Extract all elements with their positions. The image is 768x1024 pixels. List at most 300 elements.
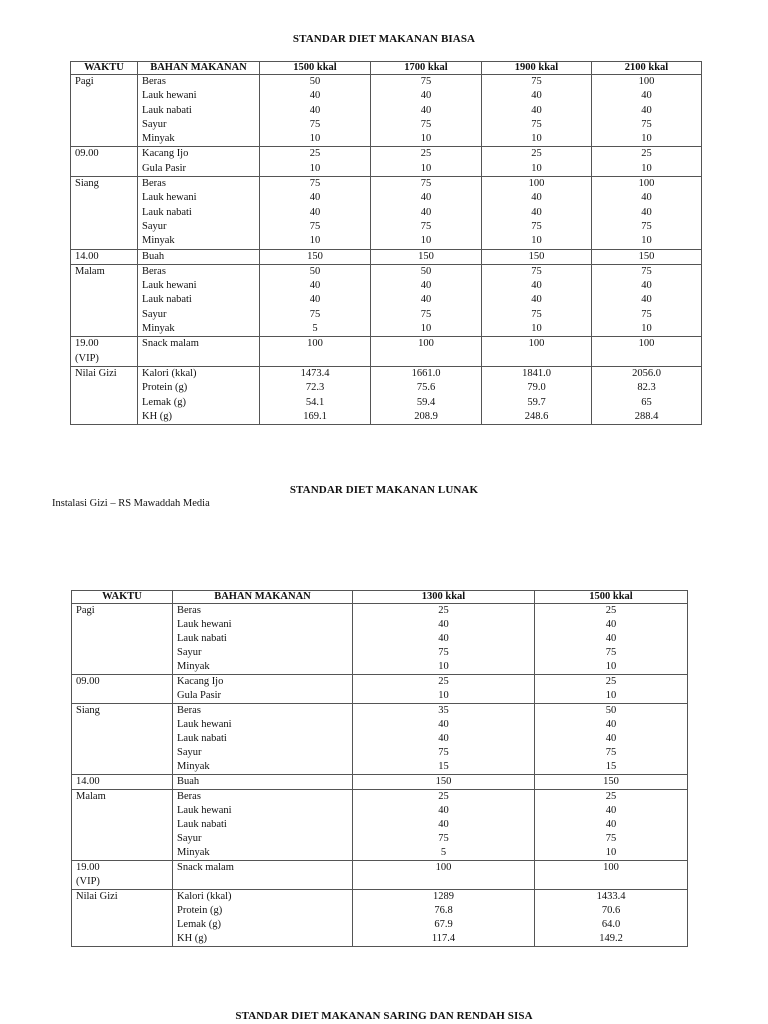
bahan-cell: [138, 75, 260, 147]
waktu-cell: [71, 264, 138, 336]
cell-line: [486, 352, 587, 366]
cell-line: 100: [528, 338, 545, 350]
table-row: [72, 604, 688, 675]
table2-title: STANDAR DIET MAKANAN LUNAK: [289, 484, 479, 496]
value-cell: [592, 337, 702, 367]
cell-line: 40: [641, 90, 652, 102]
waktu-cell: [71, 177, 138, 249]
cell-line: Kacang Ijo: [177, 676, 224, 687]
value-cell: [482, 147, 592, 177]
bahan-cell: [138, 177, 260, 249]
waktu-cell: [71, 249, 138, 264]
cell-line: 40: [641, 294, 652, 306]
table-row: [72, 890, 688, 947]
cell-line: [264, 352, 366, 366]
cell-line: 150: [528, 250, 545, 262]
cell-line: 75: [438, 647, 449, 658]
cell-line: (VIP): [75, 352, 99, 364]
value-cell: [260, 337, 371, 367]
table-row: [71, 75, 702, 147]
cell-line: Beras: [177, 791, 201, 802]
value-cell: [592, 177, 702, 249]
cell-line: 25: [641, 148, 652, 160]
cell-line: 40: [420, 192, 432, 204]
cell-line: 75: [641, 220, 652, 232]
cell-line: Siang: [76, 705, 100, 716]
cell-line: 40: [531, 192, 542, 204]
cell-line: 40: [438, 719, 449, 730]
cell-line: Lauk nabati: [142, 294, 192, 306]
cell-line: 149.2: [599, 933, 623, 944]
bahan-cell: [173, 604, 353, 675]
cell-line: Sayur: [177, 647, 202, 658]
cell-line: 59.4: [416, 396, 436, 408]
cell-line: 40: [531, 90, 542, 102]
bahan-cell: [138, 337, 260, 367]
column-header: 1900 kkal: [482, 62, 592, 75]
cell-line: 67.9: [434, 919, 453, 930]
cell-line: Gula Pasir: [177, 690, 222, 701]
cell-line: 208.9: [414, 410, 438, 422]
cell-line: 75: [641, 118, 652, 130]
cell-line: 248.6: [524, 410, 549, 422]
cell-line: 5: [440, 847, 447, 858]
cell-line: Buah: [177, 776, 200, 787]
value-cell: [535, 775, 688, 790]
value-cell: [260, 366, 371, 424]
bahan-cell: [138, 264, 260, 336]
cell-line: 15: [438, 761, 449, 772]
cell-line: 10: [309, 133, 321, 145]
cell-line: 40: [605, 805, 617, 816]
cell-line: 75: [420, 220, 432, 232]
waktu-cell: [71, 337, 138, 367]
cell-line: 40: [438, 805, 449, 816]
cell-line: 10: [605, 690, 617, 701]
value-cell: [353, 604, 535, 675]
cell-line: 40: [420, 294, 432, 306]
cell-line: 169.1: [303, 410, 327, 422]
cell-line: 70.6: [601, 905, 621, 916]
cell-line: Minyak: [142, 235, 175, 247]
cell-line: Beras: [177, 705, 201, 716]
value-cell: [260, 177, 371, 249]
cell-line: 79.0: [527, 382, 546, 394]
cell-line: 75: [531, 265, 542, 277]
cell-line: Snack malam: [142, 338, 199, 350]
cell-line: KH (g): [142, 410, 173, 422]
bahan-cell: [173, 790, 353, 861]
cell-line: 10: [531, 162, 542, 174]
cell-line: 75: [420, 76, 432, 87]
cell-line: 100: [638, 338, 655, 350]
value-cell: [353, 790, 535, 861]
cell-line: [596, 352, 697, 366]
cell-line: 40: [531, 104, 542, 116]
table-row: [72, 704, 688, 775]
cell-line: 40: [420, 104, 432, 116]
cell-line: 75: [309, 308, 321, 320]
cell-line: 25: [420, 148, 432, 160]
value-cell: [371, 264, 482, 336]
cell-line: 75: [531, 118, 542, 130]
value-cell: [535, 890, 688, 947]
cell-line: 40: [420, 206, 432, 218]
cell-line: Malam: [75, 265, 105, 277]
cell-line: Malam: [76, 791, 106, 802]
value-cell: [535, 861, 688, 890]
cell-line: 35: [438, 705, 449, 716]
cell-line: 25: [605, 676, 617, 687]
cell-line: Nilai Gizi: [76, 891, 118, 902]
waktu-cell: [71, 366, 138, 424]
bahan-cell: [138, 249, 260, 264]
cell-line: Lauk nabati: [177, 633, 227, 644]
table-header-row: [71, 62, 702, 75]
cell-line: Kacang Ijo: [142, 148, 189, 160]
cell-line: 40: [641, 104, 652, 116]
cell-line: 10: [605, 661, 617, 672]
value-cell: [482, 249, 592, 264]
cell-line: Beras: [142, 178, 166, 190]
cell-line: Sayur: [177, 747, 202, 758]
cell-line: 09.00: [76, 676, 100, 687]
value-cell: [260, 147, 371, 177]
value-cell: [482, 264, 592, 336]
value-cell: [535, 604, 688, 675]
cell-line: 10: [420, 235, 432, 247]
cell-line: 100: [638, 178, 655, 190]
value-cell: [371, 337, 482, 367]
value-cell: [353, 861, 535, 890]
column-header: 1300 kkal: [353, 591, 535, 604]
value-cell: [371, 147, 482, 177]
cell-line: (VIP): [76, 876, 100, 887]
table-header-row: [72, 591, 688, 604]
cell-line: 150: [418, 250, 434, 262]
cell-line: 150: [307, 250, 323, 262]
cell-line: 50: [605, 705, 617, 716]
cell-line: 150: [435, 776, 452, 787]
cell-line: Snack malam: [177, 862, 234, 873]
value-cell: [592, 75, 702, 147]
cell-line: 40: [605, 719, 617, 730]
waktu-cell: [72, 861, 173, 890]
value-cell: [353, 675, 535, 704]
cell-line: 40: [309, 104, 321, 116]
cell-line: 25: [531, 148, 542, 160]
cell-line: Lauk hewani: [142, 280, 197, 292]
cell-line: 40: [605, 819, 617, 830]
table1-title: STANDAR DIET MAKANAN BIASA: [292, 33, 476, 45]
cell-line: Sayur: [142, 220, 167, 232]
cell-line: Lauk nabati: [142, 206, 192, 218]
cell-line: Pagi: [75, 76, 94, 87]
cell-line: 1841.0: [522, 367, 551, 379]
cell-line: 25: [309, 148, 321, 160]
diet-table-biasa: [70, 61, 702, 425]
cell-line: 25: [438, 605, 449, 616]
value-cell: [371, 177, 482, 249]
cell-line: 25: [438, 676, 449, 687]
waktu-cell: [72, 890, 173, 947]
cell-line: 10: [438, 661, 449, 672]
cell-line: 25: [605, 605, 617, 616]
cell-line: 10: [531, 133, 542, 145]
value-cell: [592, 366, 702, 424]
waktu-cell: [72, 604, 173, 675]
cell-line: 75: [309, 178, 321, 190]
cell-line: 10: [641, 133, 652, 145]
cell-line: Lauk nabati: [142, 104, 192, 116]
cell-line: 10: [641, 162, 652, 174]
cell-line: 40: [531, 206, 542, 218]
cell-line: 10: [420, 133, 432, 145]
cell-line: 75.6: [416, 382, 436, 394]
cell-line: Minyak: [142, 133, 175, 145]
cell-line: 40: [605, 633, 617, 644]
table-row: [71, 264, 702, 336]
cell-line: 59.7: [527, 396, 546, 408]
cell-line: 65: [641, 396, 652, 408]
cell-line: 10: [420, 162, 432, 174]
column-header: BAHAN MAKANAN: [138, 62, 260, 75]
table-row: [71, 249, 702, 264]
cell-line: 10: [531, 235, 542, 247]
cell-line: Buah: [142, 250, 165, 262]
cell-line: 40: [438, 619, 449, 630]
cell-line: 50: [309, 76, 321, 87]
cell-line: Sayur: [177, 833, 202, 844]
bahan-cell: [173, 675, 353, 704]
column-header: 1500 kkal: [260, 62, 371, 75]
cell-line: Lauk hewani: [142, 90, 197, 102]
section3-title: STANDAR DIET MAKANAN SARING DAN RENDAH SISA: [235, 1010, 533, 1022]
cell-line: 75: [531, 76, 542, 87]
cell-line: 19.00: [75, 338, 99, 350]
cell-line: 2056.0: [632, 367, 661, 379]
value-cell: [592, 147, 702, 177]
cell-line: 75: [605, 833, 617, 844]
value-cell: [592, 249, 702, 264]
cell-line: 100: [418, 338, 434, 350]
cell-line: Beras: [142, 76, 166, 87]
cell-line: Lauk hewani: [177, 619, 232, 630]
cell-line: 72.3: [305, 382, 325, 394]
cell-line: Kalori (kkal): [142, 367, 197, 379]
cell-line: 40: [420, 90, 432, 102]
value-cell: [260, 75, 371, 147]
cell-line: 40: [438, 819, 449, 830]
waktu-cell: [72, 675, 173, 704]
cell-line: Siang: [75, 178, 99, 190]
table-row: [71, 147, 702, 177]
value-cell: [353, 704, 535, 775]
cell-line: 75: [420, 308, 432, 320]
waktu-cell: [72, 704, 173, 775]
cell-line: 10: [531, 323, 542, 335]
cell-line: 1289: [433, 891, 454, 902]
cell-line: Beras: [142, 265, 166, 277]
bahan-cell: [173, 704, 353, 775]
value-cell: [260, 264, 371, 336]
cell-line: 40: [531, 280, 542, 292]
column-header: WAKTU: [71, 62, 138, 75]
cell-line: 14.00: [76, 776, 100, 787]
table-row: [72, 861, 688, 890]
cell-line: KH (g): [177, 933, 208, 944]
column-header: WAKTU: [72, 591, 173, 604]
cell-line: 76.8: [434, 905, 453, 916]
cell-line: 75: [438, 747, 449, 758]
column-header: BAHAN MAKANAN: [173, 591, 353, 604]
cell-line: 75: [531, 220, 542, 232]
cell-line: Lauk nabati: [177, 733, 227, 744]
cell-line: Lemak (g): [142, 396, 187, 408]
cell-line: Pagi: [76, 605, 95, 616]
table-row: [72, 790, 688, 861]
value-cell: [482, 337, 592, 367]
bahan-cell: [173, 775, 353, 790]
cell-line: Minyak: [142, 323, 175, 335]
value-cell: [371, 75, 482, 147]
cell-line: Protein (g): [177, 905, 223, 916]
cell-line: 117.4: [431, 933, 456, 944]
cell-line: 40: [641, 280, 652, 292]
cell-line: [375, 352, 477, 366]
cell-line: 40: [309, 280, 321, 292]
cell-line: 40: [420, 280, 432, 292]
cell-line: 82.3: [637, 382, 656, 394]
cell-line: Gula Pasir: [142, 162, 187, 174]
waktu-cell: [71, 147, 138, 177]
cell-line: 75: [438, 833, 449, 844]
waktu-cell: [71, 75, 138, 147]
diet-table-lunak: [71, 590, 688, 947]
cell-line: Beras: [177, 605, 201, 616]
cell-line: 40: [605, 733, 617, 744]
table-row: [71, 337, 702, 367]
cell-line: 75: [641, 308, 652, 320]
column-header: 2100 kkal: [592, 62, 702, 75]
cell-line: 25: [438, 791, 449, 802]
cell-line: 75: [531, 308, 542, 320]
cell-line: 19.00: [76, 862, 100, 873]
cell-line: 1433.4: [596, 891, 626, 902]
cell-line: Minyak: [177, 661, 210, 672]
cell-line: Lauk hewani: [177, 719, 232, 730]
cell-line: Minyak: [177, 761, 210, 772]
cell-line: Lauk hewani: [142, 192, 197, 204]
value-cell: [535, 790, 688, 861]
cell-line: 100: [528, 178, 545, 190]
cell-line: 5: [312, 323, 318, 335]
value-cell: [353, 890, 535, 947]
cell-line: 40: [309, 192, 321, 204]
value-cell: [535, 704, 688, 775]
table-row: [72, 675, 688, 704]
cell-line: 1473.4: [300, 367, 330, 379]
table-row: [71, 177, 702, 249]
cell-line: 40: [438, 633, 449, 644]
cell-line: 40: [309, 90, 321, 102]
cell-line: 150: [638, 250, 655, 262]
table-row: [72, 775, 688, 790]
cell-line: 100: [638, 76, 655, 87]
cell-line: 14.00: [75, 250, 99, 262]
cell-line: 09.00: [75, 148, 99, 160]
cell-line: [539, 875, 683, 889]
cell-line: 40: [309, 206, 321, 218]
cell-line: 100: [603, 862, 619, 873]
cell-line: 75: [605, 647, 617, 658]
cell-line: 75: [309, 220, 321, 232]
bahan-cell: [173, 861, 353, 890]
cell-line: [357, 875, 530, 889]
cell-line: 40: [641, 192, 652, 204]
value-cell: [260, 249, 371, 264]
cell-line: [142, 352, 255, 366]
cell-line: Protein (g): [142, 382, 188, 394]
cell-line: 40: [605, 619, 617, 630]
column-header: 1700 kkal: [371, 62, 482, 75]
cell-line: Sayur: [142, 308, 167, 320]
bahan-cell: [138, 366, 260, 424]
cell-line: Minyak: [177, 847, 210, 858]
cell-line: 25: [605, 791, 617, 802]
cell-line: 288.4: [634, 410, 659, 422]
cell-line: 10: [420, 323, 432, 335]
institution-line: Instalasi Gizi – RS Mawaddah Media: [52, 498, 210, 509]
cell-line: Kalori (kkal): [177, 891, 232, 902]
bahan-cell: [138, 147, 260, 177]
value-cell: [371, 366, 482, 424]
cell-line: 54.1: [305, 396, 325, 408]
cell-line: Sayur: [142, 118, 167, 130]
value-cell: [353, 775, 535, 790]
cell-line: [177, 875, 348, 889]
cell-line: 50: [420, 265, 432, 277]
cell-line: 10: [438, 690, 449, 701]
cell-line: 10: [641, 323, 652, 335]
cell-line: 50: [309, 265, 321, 277]
cell-line: 15: [605, 761, 617, 772]
cell-line: 1661.0: [411, 367, 441, 379]
cell-line: Lauk nabati: [177, 819, 227, 830]
cell-line: 10: [309, 235, 321, 247]
value-cell: [592, 264, 702, 336]
cell-line: 10: [309, 162, 321, 174]
cell-line: 10: [641, 235, 652, 247]
waktu-cell: [72, 775, 173, 790]
bahan-cell: [173, 890, 353, 947]
value-cell: [482, 366, 592, 424]
cell-line: 75: [420, 178, 432, 190]
waktu-cell: [72, 790, 173, 861]
cell-line: 40: [438, 733, 449, 744]
cell-line: 75: [420, 118, 432, 130]
cell-line: 40: [641, 206, 652, 218]
cell-line: 150: [603, 776, 619, 787]
value-cell: [482, 177, 592, 249]
cell-line: 40: [531, 294, 542, 306]
cell-line: Lauk hewani: [177, 805, 232, 816]
value-cell: [371, 249, 482, 264]
cell-line: 75: [641, 265, 652, 277]
cell-line: 75: [605, 747, 617, 758]
cell-line: 100: [435, 862, 452, 873]
cell-line: 64.0: [601, 919, 621, 930]
